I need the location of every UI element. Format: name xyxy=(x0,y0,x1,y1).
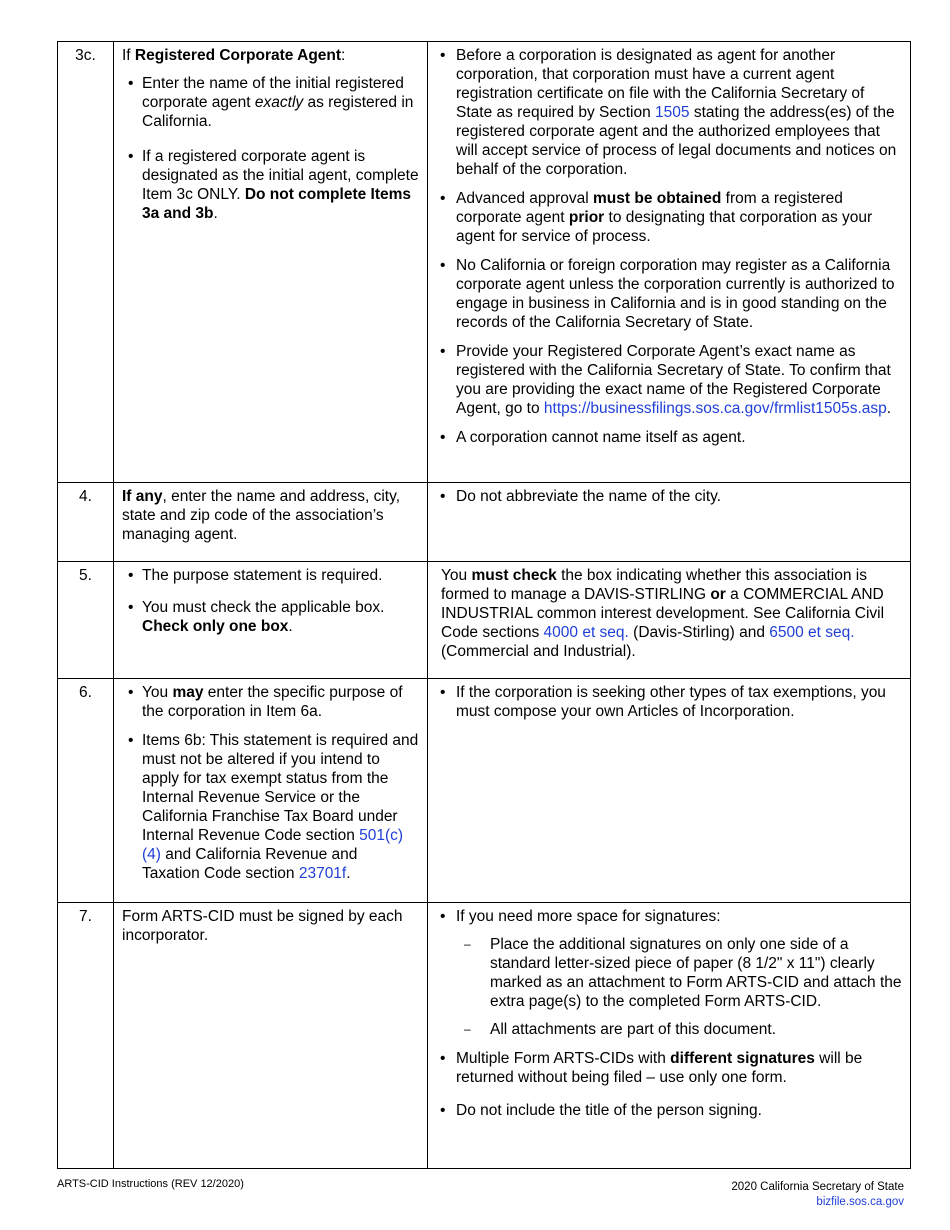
list-item xyxy=(122,598,419,636)
list-item xyxy=(436,342,902,418)
item-details xyxy=(428,483,911,562)
text: . xyxy=(288,618,293,635)
list-item xyxy=(122,566,419,585)
table-row-4 xyxy=(58,483,911,562)
text: the box indicating whether this association is formed to manage a DAVIS-STIRLING xyxy=(441,567,867,603)
bullet-list xyxy=(436,907,902,1120)
italic-text: exactly xyxy=(254,94,304,111)
text: enter the specific purpose of the corporation in Item 6a. xyxy=(142,684,403,720)
text: Enter the name of the initial registered corporate agent xyxy=(142,75,404,111)
text: to designating that corporation as your agent for service of process. xyxy=(456,209,873,245)
item-details xyxy=(428,42,911,483)
text: (Commercial and Industrial). xyxy=(441,643,636,660)
list-item xyxy=(436,1101,902,1120)
item-number: 6. xyxy=(58,679,114,903)
item-instruction xyxy=(114,483,428,562)
footer-form-revision: ARTS-CID Instructions (REV 12/2020) xyxy=(57,1178,244,1190)
text: The purpose statement is required. xyxy=(142,567,383,584)
bold-text: prior xyxy=(568,209,605,226)
item-instruction xyxy=(114,42,428,483)
text: and California Revenue and Taxation Code section xyxy=(142,846,358,882)
table-row-3c xyxy=(58,42,911,483)
item-details xyxy=(428,562,911,679)
item-instruction: Form ARTS-CID must be signed by each incorporator. xyxy=(114,903,428,1169)
bold-text: Check only one box xyxy=(142,618,289,635)
text: Before a corporation is designated as agent for another corporation, that corporation must have a current agent registration certificate on file with the California Secretary of State as required by Section xyxy=(456,47,865,121)
text: If you need more space for signatures: xyxy=(456,908,721,925)
bold-text: or xyxy=(710,586,726,603)
text: No California or foreign corporation may register as a California corporate agent unless the corporation currently is authorized to engage in business in California and is in good standing on the records of the California Secretary of State. xyxy=(456,257,895,331)
list-item xyxy=(122,731,419,883)
table-row-5 xyxy=(58,562,911,679)
footer-copyright xyxy=(731,1180,904,1210)
intro-bold: Registered Corporate Agent xyxy=(134,47,342,64)
bullet-list xyxy=(436,683,902,721)
text: Provide your Registered Corporate Agent’s exact name as registered with the California Secretary of State. To confirm that you are providing the exact name of the Registered Corporate Agent, go to xyxy=(456,343,891,417)
agent-list-link[interactable]: https://businessfilings.sos.ca.gov/frmlist1505s.asp xyxy=(543,400,887,417)
list-item xyxy=(122,147,419,223)
list-item xyxy=(436,907,902,1039)
table-row-7 xyxy=(58,903,911,1169)
item-details xyxy=(428,903,911,1169)
bullet-list xyxy=(122,683,419,883)
list-item: • Do not abbreviate the name of the city. xyxy=(436,487,902,506)
instructions-table xyxy=(57,41,911,1169)
bold-text: must check xyxy=(471,567,557,584)
text: will be returned without being filed – use only one form. xyxy=(456,1050,863,1086)
list-item xyxy=(436,189,902,246)
dash-list xyxy=(456,935,902,1039)
bizfile-link[interactable]: bizfile.sos.ca.gov xyxy=(816,1196,904,1208)
bullet-list xyxy=(122,74,419,223)
rtc-23701f-link[interactable]: 23701f xyxy=(298,865,347,882)
text: . xyxy=(213,205,218,222)
text: from a registered corporate agent xyxy=(456,190,843,226)
text: You xyxy=(441,567,472,584)
intro-prefix: If xyxy=(122,47,135,64)
list-item xyxy=(436,1049,902,1087)
bullet-list xyxy=(122,566,419,636)
intro-text xyxy=(122,46,419,65)
text: , enter the name and address, city, state and zip code of the association’s managing agent. xyxy=(122,488,400,543)
item-instruction xyxy=(114,679,428,903)
text: (Davis-Stirling) and xyxy=(628,624,770,641)
bold-text: If any xyxy=(122,488,163,505)
bullet-list xyxy=(436,487,902,506)
text: Multiple Form ARTS-CIDs with xyxy=(456,1050,671,1067)
item-instruction xyxy=(114,562,428,679)
text: as registered in California. xyxy=(142,94,414,130)
text: A corporation cannot name itself as agent. xyxy=(456,429,746,446)
bold-text: Do not complete Items 3a and 3b xyxy=(142,186,412,222)
bold-text: different signatures xyxy=(670,1050,815,1067)
irc-501c4-link[interactable]: 501(c)(4) xyxy=(142,827,404,863)
text: You must check the applicable box. xyxy=(142,599,385,616)
bold-text: must be obtained xyxy=(593,190,722,207)
list-item: • If the corporation is seeking other types of tax exemptions, you must compose your own Articles of Incorporation. xyxy=(436,683,902,721)
list-item: – All attachments are part of this document. xyxy=(456,1020,902,1039)
bullet-list xyxy=(436,46,902,447)
list-item xyxy=(436,256,902,332)
text: Advanced approval xyxy=(456,190,594,207)
bold-text: may xyxy=(172,684,204,701)
item-details xyxy=(428,679,911,903)
table-row-6 xyxy=(58,679,911,903)
text: Items 6b: This statement is required and must not be altered if you intend to apply for tax exempt status from the Internal Revenue Service or the California Franchise Tax Board under Internal Revenue Code section xyxy=(142,732,419,844)
instructions-page xyxy=(57,41,910,1169)
text: Do not include the title of the person signing. xyxy=(456,1102,762,1119)
list-item xyxy=(122,683,419,721)
text: a COMMERCIAL AND INDUSTRIAL common interest development. See California Civil Code sections xyxy=(441,586,885,641)
civil-code-6500-link[interactable]: 6500 et seq. xyxy=(769,624,855,641)
list-item: – Place the additional signatures on only one side of a standard letter-sized piece of paper (8 1/2" x 11") clearly marked as an attachment to Form ARTS-CID and attach the extra page(s) to the completed Form ARTS-CID. xyxy=(456,935,902,1011)
item-number: 7. xyxy=(58,903,114,1169)
text: If a registered corporate agent is designated as the initial agent, complete Item 3c ONLY. xyxy=(142,148,419,203)
text: . xyxy=(346,865,351,882)
item-number: 3c. xyxy=(58,42,114,483)
list-item xyxy=(436,46,902,179)
intro-suffix: : xyxy=(341,47,346,64)
section-1505-link[interactable]: 1505 xyxy=(655,104,690,121)
item-number: 4. xyxy=(58,483,114,562)
item-number: 5. xyxy=(58,562,114,679)
text: . xyxy=(886,400,892,417)
text: You xyxy=(142,684,173,701)
text: stating the address(es) of the registered corporate agent and the authorized employees that will accept service of process of legal documents and notices on behalf of the corporation. xyxy=(456,104,897,178)
list-item xyxy=(122,74,419,131)
civil-code-4000-link[interactable]: 4000 et seq. xyxy=(543,624,629,641)
footer-copyright-text: 2020 California Secretary of State xyxy=(731,1181,904,1193)
list-item xyxy=(436,428,902,447)
